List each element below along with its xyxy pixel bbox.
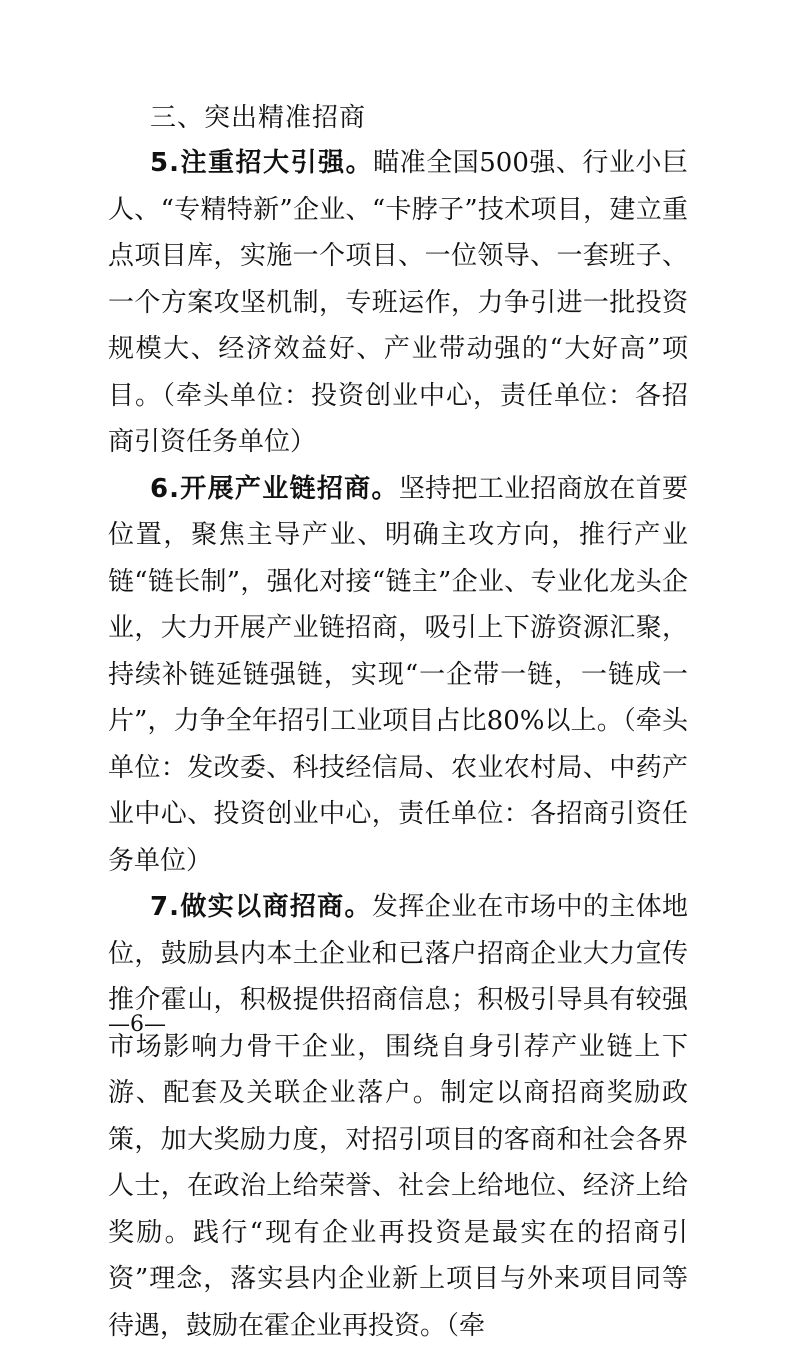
body-text	[108, 140, 688, 1349]
paragraph-6-text: 坚持把工业招商放在首要位置，聚焦主导产业、明确主攻方向，推行产业链“链长制”，强化对接“链主”企业、专业化龙头企业，大力开展产业链招商，吸引上下游资源汇聚，持续补链延链强链，实现“一企带一链，一链成一片”，力争全年招引工业项目占比80%以上。（牵头单位：发改委、科技经信局、农业农村局、中药产业中心、投资创业中心，责任单位：各招商引资任务单位）	[108, 473, 688, 876]
paragraph-6-lead: 6.开展产业链招商。	[150, 473, 399, 504]
paragraph-5-lead: 5.注重招大引强。	[150, 148, 374, 178]
page-number: —6—	[108, 1012, 166, 1037]
paragraph-5-text: 瞄准全国500强、行业小巨人、“专精特新”企业、“卡脖子”技术项目，建立重点项目库，实施一个项目、一位领导、一套班子、一个方案攻坚机制，专班运作，力争引进一批投资规模大、经济效益好、产业带动强的“大好高”项目。（牵头单位：投资创业中心，责任单位：各招商引资任务单位）	[108, 148, 688, 457]
paragraph-6	[108, 466, 688, 885]
paragraph-5	[108, 140, 688, 466]
paragraph-7-text: 发挥企业在市场中的主体地位，鼓励县内本土企业和已落户招商企业大力宣传推介霍山，积极提供招商信息；积极引导具有较强市场影响力骨干企业，围绕自身引荐产业链上下游、配套及关联企业落户。制定以商招商奖励政策，加大奖励力度，对招引项目的客商和社会各界人士，在政治上给荣誉、社会上给地位、经济上给奖励。践行“现有企业再投资是最实在的招商引资”理念，落实县内企业新上项目与外来项目同等待遇，鼓励在霍企业再投资。（牵	[108, 892, 688, 1341]
paragraph-7-lead: 7.做实以商招商。	[150, 892, 372, 922]
paragraph-7	[108, 884, 688, 1349]
section-heading: 三、突出精准招商	[150, 103, 367, 133]
